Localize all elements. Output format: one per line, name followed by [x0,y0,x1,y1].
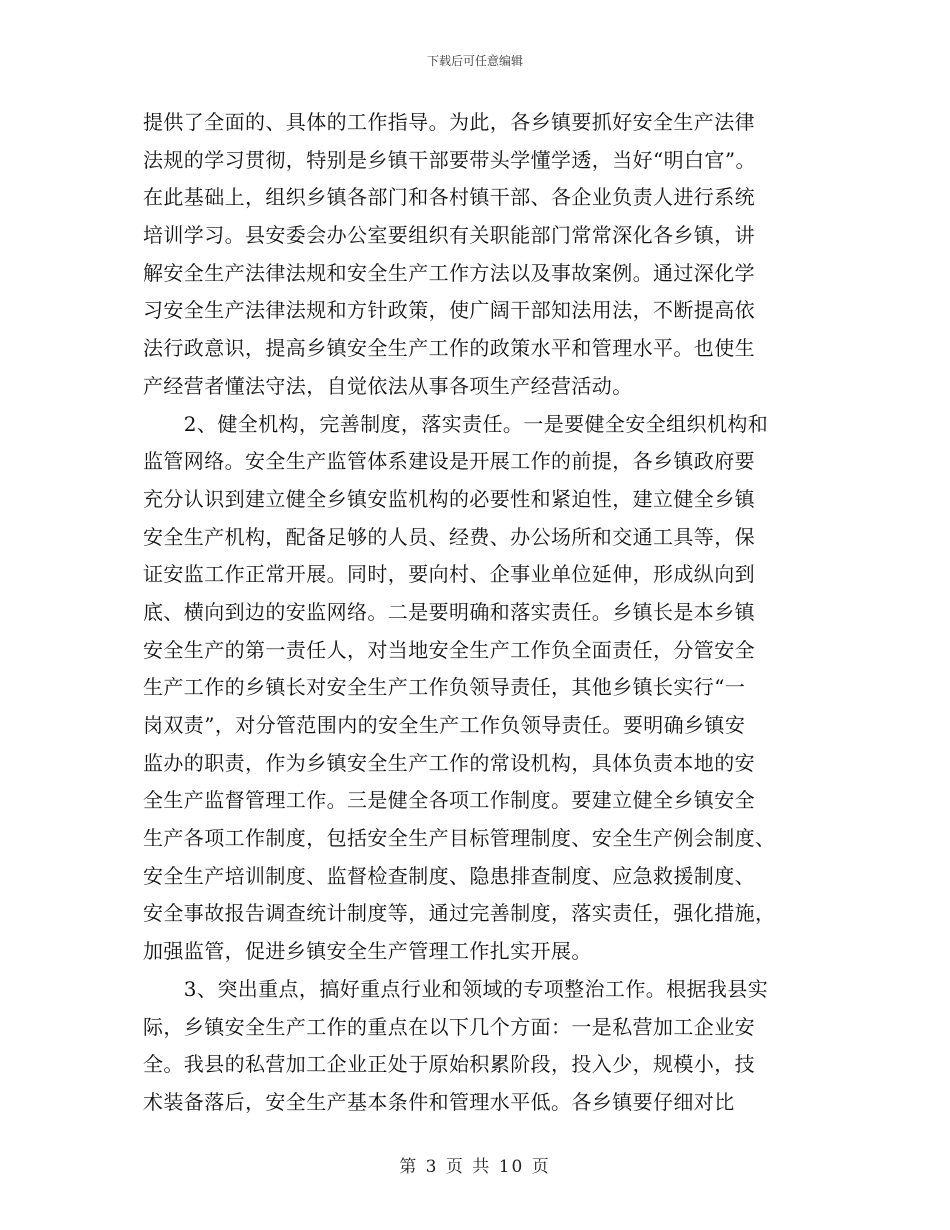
document-body [143,104,813,1122]
text-line: 产经营者懂法守法，自觉依法从事各项生产经营活动。 [143,373,633,398]
text-line: 安全事故报告调查统计制度等，通过完善制度，落实责任，强化措施， [143,901,776,926]
text-line: 术装备落后，安全生产基本条件和管理水平低。各乡镇要仔细对比 [143,1089,735,1114]
text-line: 全生产监督管理工作。三是健全各项工作制度。要建立健全乡镇安全 [143,788,755,813]
text-line: 法行政意识，提高乡镇安全生产工作的政策水平和管理水平。也使生 [143,336,755,361]
paragraph-3-start: 3、突出重点，搞好重点行业和领域的专项整治工作。根据我县实 [143,976,769,1001]
paragraph-2-start: 2、健全机构，完善制度，落实责任。一是要健全安全组织机构和 [143,411,769,436]
text-line: 监管网络。安全生产监管体系建设是开展工作的前提，各乡镇政府要 [143,449,755,474]
text-line: 法规的学习贯彻，特别是乡镇干部要带头学懂学透，当好“明白官”。 [143,147,756,172]
text-line: 生产工作的乡镇长对安全生产工作负领导责任，其他乡镇长实行“一 [143,675,746,700]
page-number-footer: 第 3 页 共 10 页 [399,1157,551,1177]
text-line: 提供了全面的、具体的工作指导。为此，各乡镇要抓好安全生产法律 [143,110,755,134]
text-line: 习安全生产法律法规和方针政策，使广阔干部知法用法，不断提高依 [143,298,755,323]
text-line: 安全生产机构，配备足够的人员、经费、办公场所和交通工具等，保 [143,524,755,549]
text-line: 解安全生产法律法规和安全生产工作方法以及事故案例。通过深化学 [143,260,755,285]
text-line: 监办的职责，作为乡镇安全生产工作的常设机构，具体负责本地的安 [143,750,755,775]
page-header: 下载后可任意编辑 [426,54,523,68]
text-line: 际，乡镇安全生产工作的重点在以下几个方面：一是私营加工企业安 [143,1014,755,1039]
text-line: 岗双责”，对分管范围内的安全生产工作负领导责任。要明确乡镇安 [143,713,746,737]
text-line: 充分认识到建立健全乡镇安监机构的必要性和紧迫性，建立健全乡镇 [143,486,755,511]
text-line: 安全生产培训制度、监督检查制度、隐患排查制度、应急救援制度、 [143,863,755,888]
text-line: 培训学习。县安委会办公室要组织有关职能部门常常深化各乡镇，讲 [143,223,755,248]
text-line: 全。我县的私营加工企业正处于原始积累阶段，投入少，规模小，技 [143,1052,755,1077]
text-line: 证安监工作正常开展。同时，要向村、企事业单位延伸，形成纵向到 [143,562,755,587]
text-line: 加强监管，促进乡镇安全生产管理工作扎实开展。 [143,939,592,964]
text-line: 底、横向到边的安监网络。二是要明确和落实责任。乡镇长是本乡镇 [143,599,755,624]
text-line: 在此基础上，组织乡镇各部门和各村镇干部、各企业负责人进行系统 [143,185,755,210]
text-line: 生产各项工作制度，包括安全生产目标管理制度、安全生产例会制度、 [143,826,776,851]
text-line: 安全生产的第一责任人，对当地安全生产工作负全面责任，分管安全 [143,637,755,662]
